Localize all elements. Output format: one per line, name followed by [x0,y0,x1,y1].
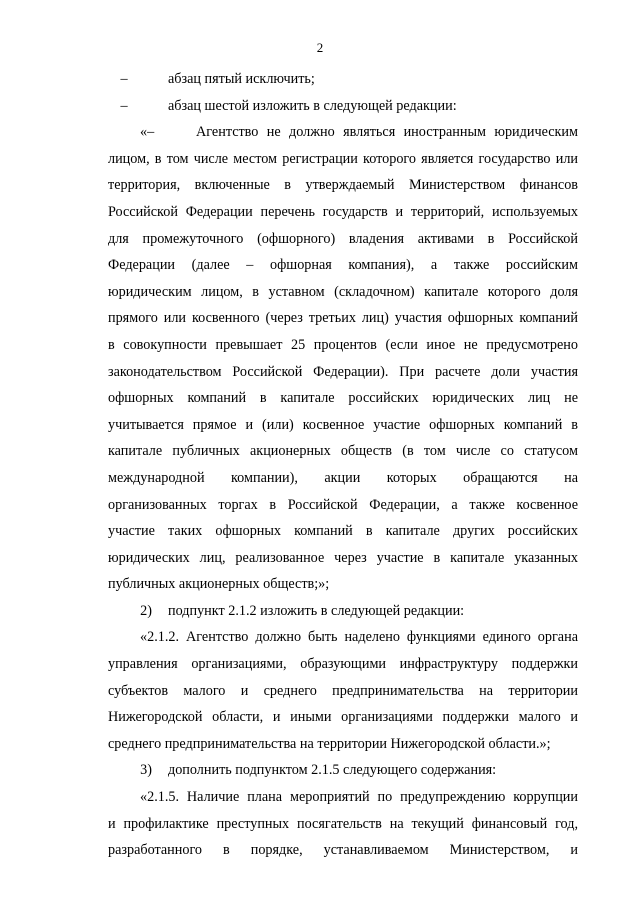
paragraph-line: для промежуточного (офшорного) владения активами в Российской [108,230,578,247]
list-item-2 [108,598,578,625]
paragraph-line: организованных торгах в Российской Федерации, а также косвенное [108,496,578,513]
paragraph-line: Российской Федерации перечень государств и территорий, используемых [108,203,578,220]
quote-paragraph-2 [108,624,578,757]
paragraph-line: участие таких офшорных компаний в капитале других российских [108,523,578,540]
dash-marker: – [120,71,128,87]
paragraph-line: прямого или косвенного (через третьих лиц) участия офшорных компаний [108,310,578,327]
list-item-text: абзац шестой изложить в следующей редакции: [168,97,457,114]
paragraph-line: разработанного в порядке, устанавливаемом Министерством, и [108,842,578,859]
paragraph-line: управления организациями, образующими инфраструктуру поддержки [108,656,578,673]
list-item-text: абзац пятый исключить; [168,71,315,87]
list-item-text: дополнить подпунктом 2.1.5 следующего содержания: [168,762,497,779]
paragraph-line: офшорных компаний в капитале российских юридических лиц не [108,390,578,407]
quote-paragraph-1 [108,119,578,598]
paragraph-line: юридических лиц, реализованное через участие в капитале указанных [108,549,578,566]
paragraph-line: «– Агентство не должно являться иностранным юридическим [140,124,578,141]
paragraph-line: и профилактике преступных посягательств на текущий финансовый год, [108,815,578,832]
paragraph-line: «2.1.5. Наличие плана мероприятий по предупреждению коррупции [140,789,578,806]
paragraph-line: «2.1.2. Агентство должно быть наделено функциями единого органа [140,629,578,646]
paragraph-line: в совокупности превышает 25 процентов (если иное не предусмотрено [108,336,578,353]
list-item-dash-2 [108,93,578,120]
paragraph-line: субъектов малого и среднего предпринимательства на территории [108,682,578,699]
paragraph-line: публичных акционерных обществ;»; [108,576,330,593]
paragraph-line: законодательством Российской Федерации). При расчете доли участия [108,363,578,380]
paragraph-line: международной компании), акции которых обращаются на [108,469,578,486]
paragraph-line: капитале публичных акционерных обществ (в том числе со статусом [108,443,578,460]
paragraph-line: территория, включенные в утверждаемый Министерством финансов [108,177,578,194]
paragraph-line: среднего предпринимательства на территории Нижегородской области.»; [108,735,551,752]
paragraph-line: учитывается прямое и (или) косвенное участие офшорных компаний в [108,416,578,433]
list-item-text: подпункт 2.1.2 изложить в следующей редакции: [168,602,465,619]
paragraph-line: Федерации (далее – офшорная компания), а также российским [108,257,578,274]
document-body [108,66,578,864]
item-number: 2) [140,602,152,619]
paragraph-line: Нижегородской области, и иными организациями поддержки малого и [108,709,578,726]
list-item-dash-1 [108,66,578,93]
paragraph-line: юридическим лицом, в уставном (складочном) капитале которого доля [108,283,578,300]
dash-marker: – [120,97,128,114]
quote-paragraph-3 [108,784,578,864]
page-number: 2 [316,40,324,55]
item-number: 3) [140,762,152,779]
paragraph-line: лицом, в том числе местом регистрации которого является государство или [108,150,578,167]
list-item-3 [108,757,578,784]
